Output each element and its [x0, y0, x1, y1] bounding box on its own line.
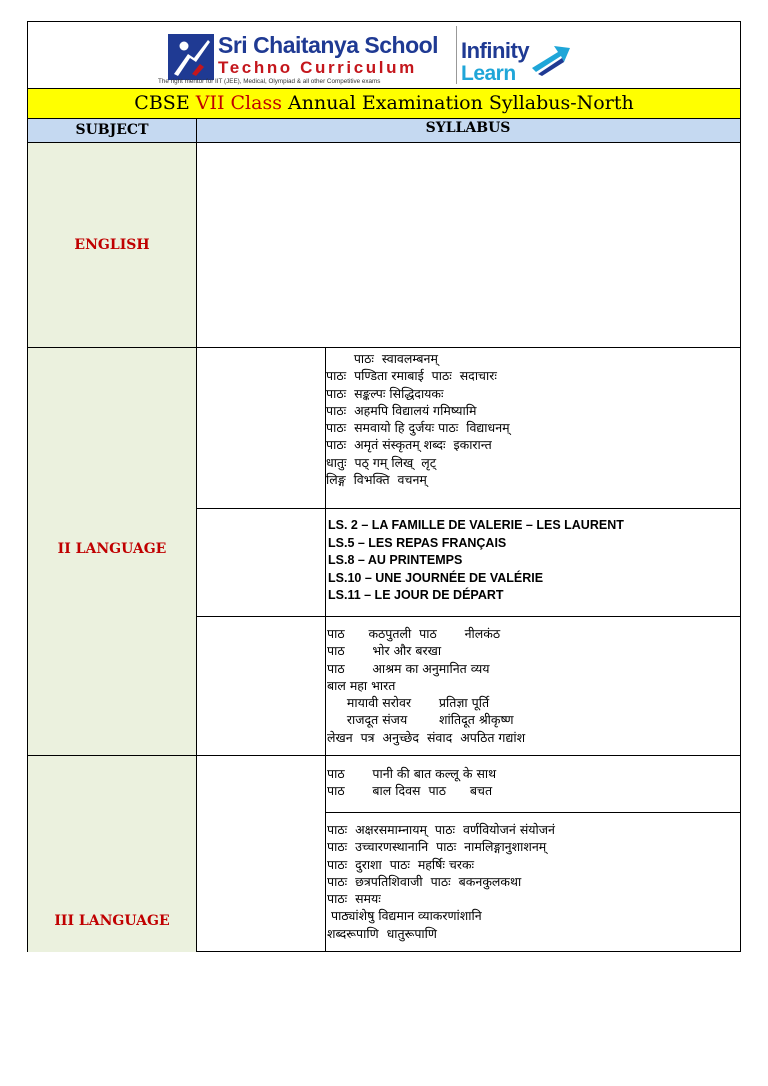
list-item: पाठः अक्षरसमाम्नायम् पाठः वर्णवियोजनं संयोजनं	[327, 822, 555, 837]
list-item: पाठः स्वावलम्बनम्	[326, 351, 438, 366]
subject-second-language-label: II LANGUAGE	[57, 541, 167, 557]
document-title	[28, 88, 740, 119]
table-divider	[325, 347, 326, 952]
sanskrit-second-language-syllabus	[326, 350, 738, 488]
list-item: पाठः समयः	[327, 891, 381, 907]
subject-english	[28, 143, 196, 347]
list-item: LS. 2 – LA FAMILLE DE VALERIE – LES LAURENT	[328, 518, 624, 532]
list-item: LS.10 – UNE JOURNÉE DE VALÉRIE	[328, 570, 544, 585]
partner-name-line1: Infinity	[461, 38, 530, 63]
hindi-second-language-syllabus	[327, 625, 738, 746]
title-class-label: VII Class	[195, 92, 282, 114]
list-item: पाठः सङ्कल्पः सिद्धिदायकः	[326, 385, 444, 401]
column-header-subject-label: SUBJECT	[75, 122, 149, 138]
subject-second-language	[28, 348, 196, 755]
title-part-3: Annual Examination Syllabus-North	[281, 92, 634, 114]
hindi-third-language-syllabus	[327, 765, 738, 800]
table-divider	[196, 508, 740, 509]
list-item: LS.11 – LE JOUR DE DÉPART	[328, 588, 504, 602]
logo-divider	[456, 26, 457, 84]
brand-tagline: The right mentor for IIT (JEE), Medical, Olympiad & all other Competitive exams	[158, 78, 381, 85]
brand-subtitle: Techno Curriculum	[218, 58, 417, 77]
sanskrit-third-language-syllabus	[327, 821, 738, 942]
table-divider	[196, 616, 740, 617]
table-divider	[325, 812, 740, 813]
list-item: पाठ बाल दिवस पाठ बचत	[327, 783, 493, 799]
list-item: मायावी सरोवर प्रतिज्ञा पूर्ति	[327, 695, 490, 711]
list-item: शब्दरूपाणि धातुरूपाणि	[327, 925, 437, 941]
partner-name-line2: Learn	[461, 62, 516, 85]
list-item: LS.5 – LES REPAS FRANÇAIS	[328, 535, 507, 550]
list-item: पाठः पण्डिता रमाबाई पाठः सदाचारः	[326, 368, 497, 384]
subject-third-language-label: III LANGUAGE	[54, 913, 170, 929]
table-divider	[28, 142, 740, 143]
column-header-subject	[28, 119, 196, 142]
list-item: पाठः उच्चारणस्थानानि पाठः नामलिङ्गानुशाशनम्	[327, 839, 547, 855]
table-divider	[196, 119, 197, 952]
list-item: लेखन पत्र अनुच्छेद संवाद अपठित गद्यांश	[327, 729, 526, 745]
list-item: LS.8 – AU PRINTEMPS	[328, 553, 463, 567]
list-item: पाठः अहमपि विद्यालयं गमिष्यामि	[326, 402, 477, 418]
list-item: धातुः पठ् गम् लिख् लृट्	[326, 454, 437, 470]
french-syllabus	[328, 517, 738, 605]
list-item: राजदूत संजय शांतिदूत श्रीकृष्ण	[327, 712, 514, 728]
title-part-1: CBSE	[134, 92, 196, 114]
list-item: पाठः छत्रपतिशिवाजी पाठः बकनकुलकथा	[327, 873, 522, 889]
header	[28, 22, 740, 88]
school-logo-icon	[168, 34, 214, 80]
table-divider	[28, 755, 740, 756]
column-header-syllabus-label: SYLLABUS	[425, 120, 511, 136]
subject-english-label: ENGLISH	[74, 237, 150, 253]
list-item: पाठ पानी की बात कल्लू के साथ	[327, 766, 497, 781]
list-item: पाठ भोर और बरखा	[327, 643, 442, 659]
brand-name: Sri Chaitanya School	[218, 32, 439, 58]
list-item: पाठ कठपुतली पाठ नीलकंठ	[327, 626, 501, 641]
list-item: पाठः दुराशा पाठः महर्षिः चरकः	[327, 856, 475, 872]
syllabus-document	[27, 21, 741, 952]
list-item: पाठः समवायो हि दुर्जयः पाठः विद्याधनम्	[326, 420, 510, 436]
partner-logo-arrow-icon	[528, 38, 572, 78]
list-item: लिङ्ग विभक्ति वचनम्	[326, 472, 427, 488]
table-divider	[28, 347, 740, 348]
column-header-syllabus	[196, 119, 740, 142]
list-item: पाठः अमृतं संस्कृतम् शब्दः इकारान्त	[326, 437, 492, 453]
subject-third-language	[28, 756, 196, 952]
list-item: पाठ्यांशेषु विद्यमान व्याकरणांशानि	[327, 908, 482, 924]
list-item: बाल महा भारत	[327, 677, 396, 693]
list-item: पाठ आश्रम का अनुमानित व्यय	[327, 660, 490, 676]
